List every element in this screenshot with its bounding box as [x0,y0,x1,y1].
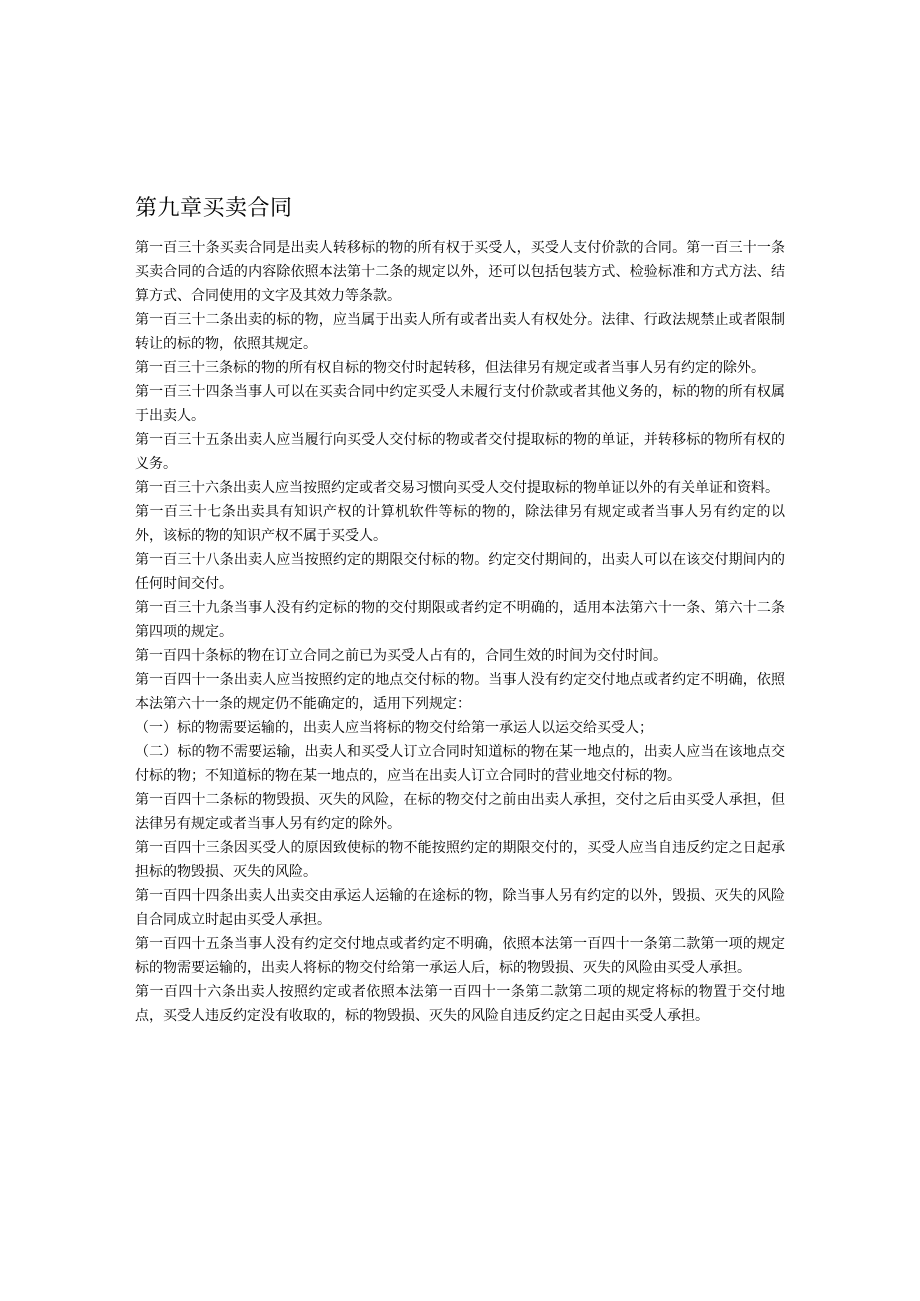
article-143: 第一百四十三条因买受人的原因致使标的物不能按照约定的期限交付的，买受人应当自违反约定之日起承担标的物毁损、灭失的风险。 [135,840,785,880]
article-145: 第一百四十五条当事人没有约定交付地点或者约定不明确，依照本法第一百四十一条第二款第一项的规定标的物需要运输的，出卖人将标的物交付给第一承运人后，标的物毁损、灭失的风险由买受人承担。 [135,936,785,976]
article-141: 第一百四十一条出卖人应当按照约定的地点交付标的物。当事人没有约定交付地点或者约定不明确，依照本法第六十一条的规定仍不能确定的，适用下列规定： [135,672,785,712]
article-135: 第一百三十五条出卖人应当履行向买受人交付标的物或者交付提取标的物的单证，并转移标的物所有权的义务。 [135,432,785,472]
chapter-title: 第九章买卖合同 [135,196,293,221]
article-140: 第一百四十条标的物在订立合同之前已为买受人占有的，合同生效的时间为交付时间。 [135,648,667,664]
article-146: 第一百四十六条出卖人按照约定或者依照本法第一百四十一条第二款第二项的规定将标的物置于交付地点，买受人违反约定没有收取的，标的物毁损、灭失的风险自违反约定之日起由买受人承担。 [135,984,785,1024]
article-141-item-2: （二）标的物不需要运输，出卖人和买受人订立合同时知道标的物在某一地点的，出卖人应当在该地点交付标的物；不知道标的物在某一地点的，应当在出卖人订立合同时的营业地交付标的物。 [135,744,785,784]
article-142: 第一百四十二条标的物毁损、灭失的风险，在标的物交付之前由出卖人承担，交付之后由买受人承担，但法律另有规定或者当事人另有约定的除外。 [135,792,785,832]
article-137: 第一百三十七条出卖具有知识产权的计算机软件等标的物的，除法律另有规定或者当事人另有约定的以外，该标的物的知识产权不属于买受人。 [135,504,785,544]
article-144: 第一百四十四条出卖人出卖交由承运人运输的在途标的物，除当事人另有约定的以外，毁损、灭失的风险自合同成立时起由买受人承担。 [135,888,785,928]
article-134: 第一百三十四条当事人可以在买卖合同中约定买受人未履行支付价款或者其他义务的，标的物的所有权属于出卖人。 [135,384,785,424]
document-page [135,194,785,1028]
article-130-131: 第一百三十条买卖合同是出卖人转移标的物的所有权于买受人，买受人支付价款的合同。第一百三十一条买卖合同的合适的内容除依照本法第十二条的规定以外，还可以包括包装方式、检验标准和方式方法、结算方式、合同使用的文字及其效力等条款。 [135,240,785,304]
article-138: 第一百三十八条出卖人应当按照约定的期限交付标的物。约定交付期间的，出卖人可以在该交付期间内的任何时间交付。 [135,552,785,592]
article-139: 第一百三十九条当事人没有约定标的物的交付期限或者约定不明确的，适用本法第六十一条、第六十二条第四项的规定。 [135,600,785,640]
article-133: 第一百三十三条标的物的所有权自标的物交付时起转移，但法律另有规定或者当事人另有约定的除外。 [135,360,765,376]
article-132: 第一百三十二条出卖的标的物，应当属于出卖人所有或者出卖人有权处分。法律、行政法规禁止或者限制转让的标的物，依照其规定。 [135,312,785,352]
article-141-item-1: （一）标的物需要运输的，出卖人应当将标的物交付给第一承运人以运交给买受人； [135,720,653,736]
article-136: 第一百三十六条出卖人应当按照约定或者交易习惯向买受人交付提取标的物单证以外的有关单证和资料。 [135,480,779,496]
